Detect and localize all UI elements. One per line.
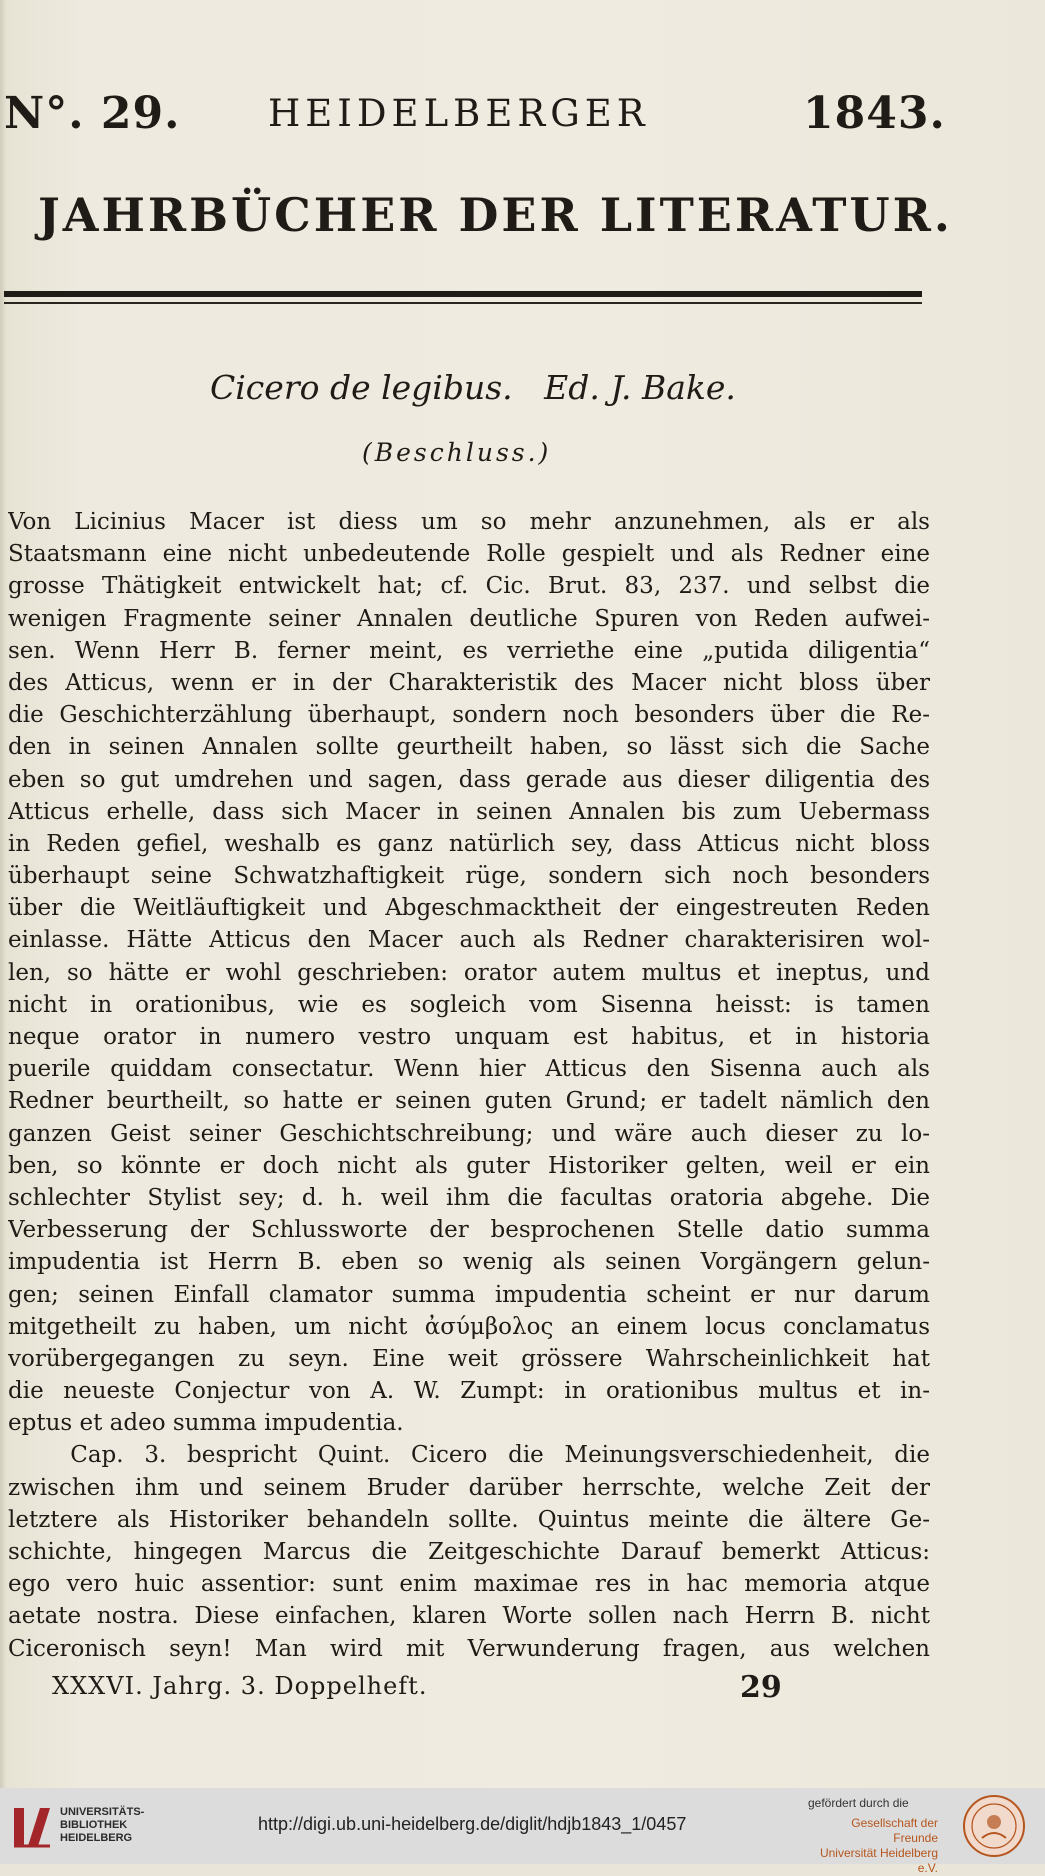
body-line: überhaupt seine Schwatzhaftigkeit rüge, sondern sich noch besonders — [8, 863, 930, 890]
body-line: grosse Thätigkeit entwickelt hat; cf. Cic. Brut. 83, 237. und selbst die — [8, 573, 930, 600]
library-name-line: UNIVERSITÄTS- — [60, 1806, 145, 1818]
masthead — [0, 88, 1045, 148]
body-line: Verbesserung der Schlussworte der besprochenen Stelle datio summa — [8, 1217, 930, 1244]
volume-signature: XXXVI. Jahrg. 3. Doppelheft. — [52, 1672, 428, 1700]
body-line: die neueste Conjectur von A. W. Zumpt: in orationibus multus et in- — [8, 1378, 930, 1405]
digitization-bar — [0, 1788, 1045, 1875]
body-line: einlasse. Hätte Atticus den Macer auch als Redner charakterisiren wol- — [8, 927, 930, 954]
body-line: Redner beurtheilt, so hatte er seinen guten Grund; er tadelt nämlich den — [8, 1088, 930, 1115]
body-line: über die Weitläuftigkeit und Abgeschmacktheit der eingestreuten Reden — [8, 895, 930, 922]
library-name — [60, 1806, 144, 1845]
body-line: die Geschichterzählung überhaupt, sondern noch besonders über die Re- — [8, 702, 930, 729]
header-rule-thin — [4, 302, 922, 304]
body-line: letztere als Historiker behandeln sollte. Quintus meinte die ältere Ge- — [8, 1506, 930, 1533]
body-line: neque orator in numero vestro unquam est habitus, et in historia — [8, 1024, 930, 1050]
body-line: vorübergegangen zu seyn. Eine weit grössere Wahrscheinlichkeit hat — [8, 1345, 930, 1372]
sponsor-name-line: Universität Heidelberg e.V. — [819, 1846, 938, 1875]
issue-year: 1843. — [803, 88, 946, 139]
body-line: Ciceronisch seyn! Man wird mit Verwunderung fragen, aus welchen — [8, 1635, 930, 1662]
body-line: ben, so könnte er doch nicht als guter Historiker gelten, weil er ein — [8, 1152, 930, 1179]
body-line: impudentia ist Herrn B. eben so wenig als seinen Vorgängern gelun- — [8, 1249, 930, 1276]
header-rule-thick — [4, 291, 922, 297]
sponsor-name-line: Gesellschaft der Freunde — [851, 1816, 938, 1845]
body-line: ego vero huic assentior: sunt enim maximae res in hac memoria atque — [8, 1571, 930, 1598]
university-library-logo-icon[interactable] — [10, 1802, 54, 1850]
body-line: zwischen ihm und seinem Bruder darüber herrschte, welche Zeit der — [8, 1474, 930, 1501]
body-line: aetate nostra. Diese einfachen, klaren Worte sollen nach Herrn B. nicht — [8, 1603, 930, 1630]
library-name-line: HEIDELBERG — [60, 1832, 133, 1844]
body-line: sen. Wenn Herr B. ferner meint, es verriethe eine „putida diligentia“ — [8, 637, 930, 664]
library-name-line: BIBLIOTHEK — [60, 1819, 128, 1831]
sponsor-name[interactable] — [808, 1816, 938, 1876]
permalink-url[interactable]: http://digi.ub.uni-heidelberg.de/diglit/hdjb1843_1/0457 — [258, 1814, 687, 1834]
continuation-note: (Beschluss.) — [362, 438, 552, 467]
body-line: Cap. 3. bespricht Quint. Cicero die Meinungsverschiedenheit, die — [8, 1442, 930, 1469]
body-line: eptus et adeo summa impudentia. — [8, 1410, 404, 1437]
body-line: gen; seinen Einfall clamator summa impudentia scheint er nur darum — [8, 1281, 930, 1308]
article-body — [8, 506, 930, 1665]
body-line: wenigen Fragmente seiner Annalen deutliche Spuren von Reden aufwei- — [8, 605, 930, 632]
sponsor-label: gefördert durch die — [808, 1796, 909, 1810]
body-line: Von Licinius Macer ist diess um so mehr anzunehmen, als er als — [8, 509, 930, 535]
body-line: schichte, hingegen Marcus die Zeitgeschichte Darauf bemerkt Atticus: — [8, 1539, 930, 1565]
body-line: nicht in orationibus, wie es sogleich vom Sisenna heisst: is tamen — [8, 991, 930, 1018]
society-seal-icon — [962, 1794, 1026, 1858]
article-title: Cicero de legibus. Ed. J. Bake. — [210, 368, 736, 407]
body-line: Staatsmann eine nicht unbedeutende Rolle gespielt und als Redner eine — [8, 541, 930, 568]
body-line: len, so hätte er wohl geschrieben: orator autem multus et ineptus, und — [8, 959, 930, 986]
body-line: puerile quiddam consectatur. Wenn hier Atticus den Sisenna auch als — [8, 1056, 930, 1083]
body-line: den in seinen Annalen sollte geurtheilt haben, so lässt sich die Sache — [8, 734, 930, 761]
body-line: des Atticus, wenn er in der Charakteristik des Macer nicht bloss über — [8, 669, 930, 696]
sheet-number: 29 — [740, 1670, 782, 1705]
body-line: mitgetheilt zu haben, um nicht ἀσύμβολος an einem locus conclamatus — [8, 1313, 930, 1340]
body-line: in Reden gefiel, weshalb es ganz natürlich sey, dass Atticus nicht bloss — [8, 830, 930, 857]
body-line: ganzen Geist seiner Geschichtschreibung; und wäre auch dieser zu lo- — [8, 1120, 930, 1147]
body-line: Atticus erhelle, dass sich Macer in seinen Annalen bis zum Uebermass — [8, 798, 930, 825]
issue-number: N°. 29. — [4, 88, 181, 139]
journal-title: JAHRBÜCHER DER LITERATUR. — [38, 188, 953, 242]
page-footer — [52, 1672, 792, 1706]
body-line: eben so gut umdrehen und sagen, dass gerade aus dieser diligentia des — [8, 766, 930, 793]
page-edge — [0, 0, 6, 1788]
journal-name-top: HEIDELBERGER — [268, 92, 650, 135]
body-line: schlechter Stylist sey; d. h. weil ihm die facultas oratoria abgehe. Die — [8, 1184, 930, 1211]
